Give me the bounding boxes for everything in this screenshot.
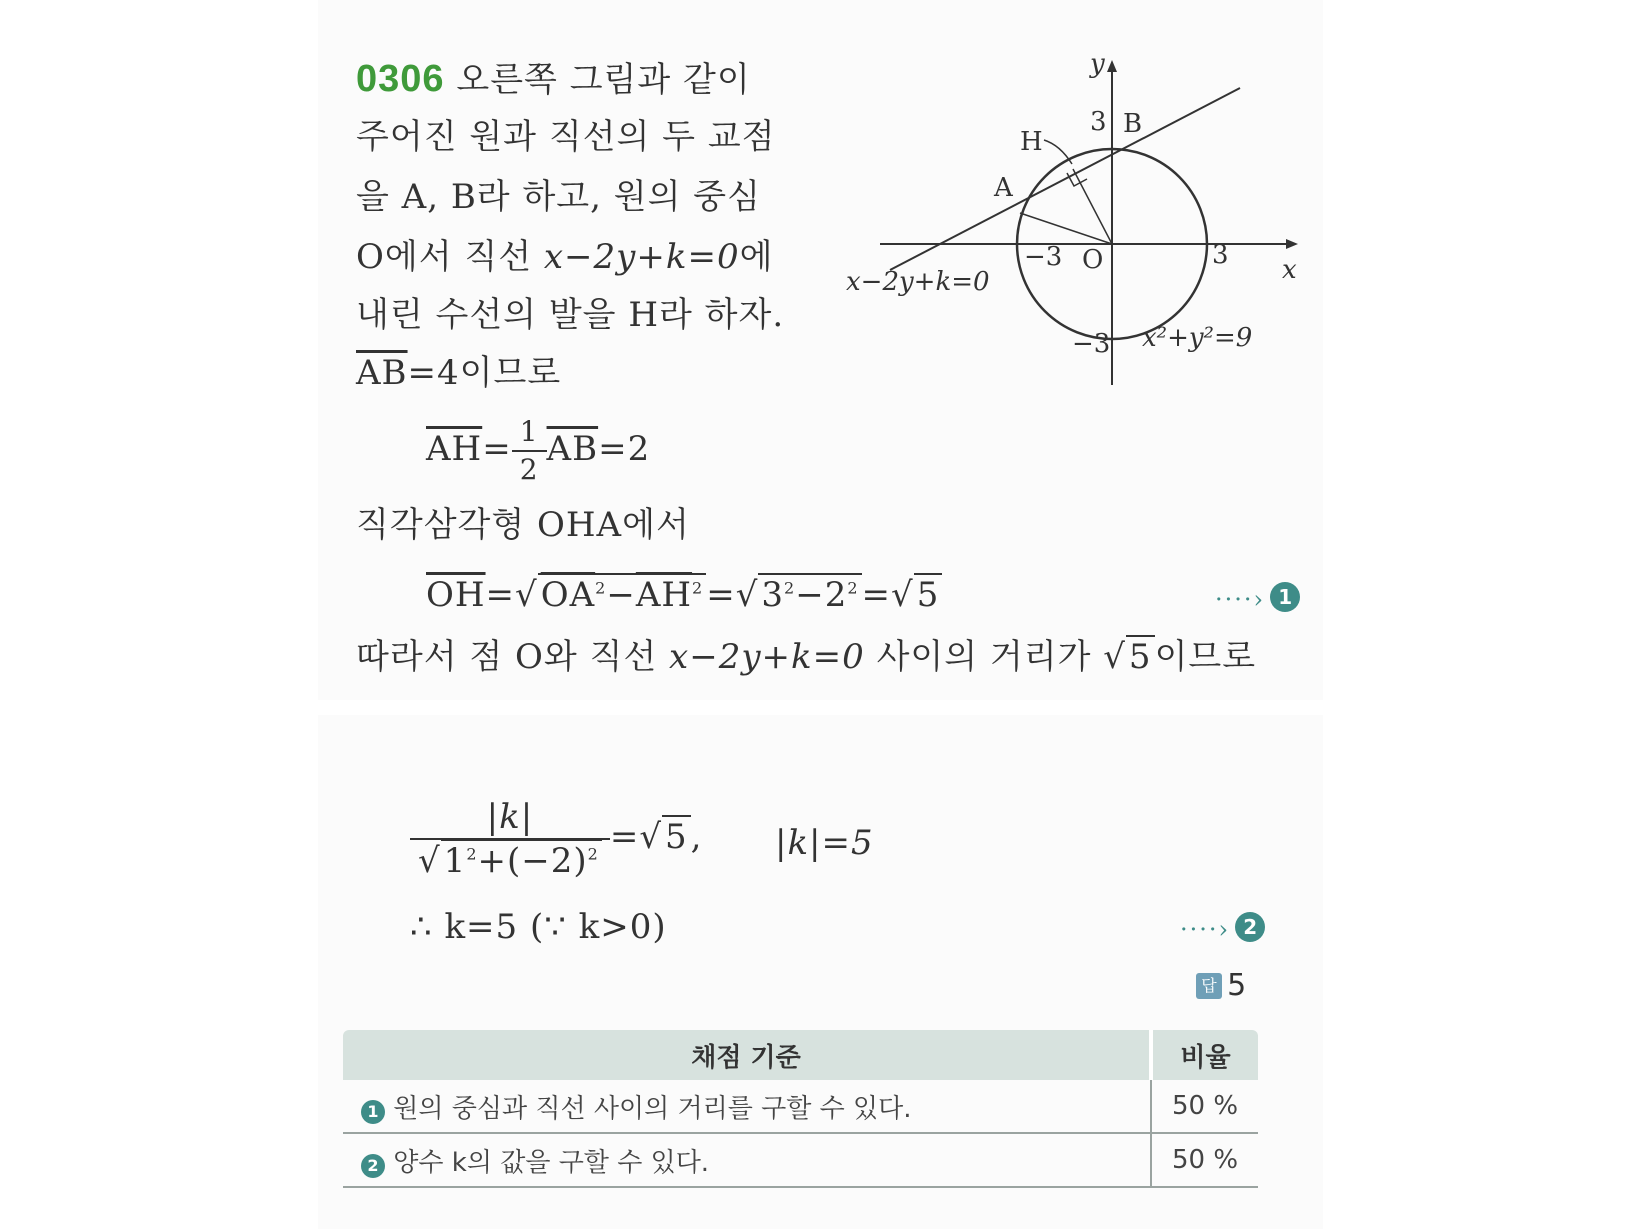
x-axis-label: x [1282,255,1297,285]
problem-number: 0306 [356,58,445,100]
step-1-marker: 1 [1270,582,1300,612]
right-angle-mark [1067,173,1087,186]
problem-line-3: 을 A, B라 하고, 원의 중심 [356,177,761,217]
line [890,88,1240,270]
step-2-marker: 2 [1235,912,1265,942]
abs-k-result: |k|=5 [775,823,874,863]
origin-label: O [1082,245,1104,275]
rubric-marker: 1 [361,1100,385,1124]
distance-line: 따라서 점 O와 직선 x−2y+k=0 사이의 거리가 √5이므로 [356,637,1257,677]
oh-equation: $\overline{OH}=√OA^2-\overline{AH}^2=√3^2-2^2=√5$ [426,578,942,612]
problem-line-1: 0306 오른쪽 그림과 같이 [356,58,751,100]
point-b-label: B [1123,109,1143,139]
tick-m3-bottom: −3 [1072,329,1111,359]
ah-equation: $\overline{AH}=$ $\frac{1}{2}$ $\overline{AB}=2$ [426,415,651,486]
table-row [343,1133,1258,1187]
rubric-ratio-cell: 50 % [1151,1080,1258,1133]
tick-m3-left: −3 [1024,242,1063,272]
answer-value: 5 [1227,968,1247,1003]
rubric-header-criteria: 채점 기준 [343,1030,1151,1080]
line-equation-label: x−2y+k=0 [846,267,990,297]
step-1-indicator: ····› 1 [1215,582,1300,614]
circle-line-figure [820,50,1310,400]
circle-equation-label: x²+y²=9 [1142,323,1253,353]
problem-line-5: 내린 수선의 발을 H라 하자. [356,295,785,335]
answer-badge: 답 [1196,973,1222,999]
rubric-header-ratio: 비율 [1151,1030,1258,1080]
point-a-label: A [994,173,1013,203]
rubric-marker: 2 [361,1154,385,1178]
triangle-line: 직각삼각형 OHA에서 [356,505,690,545]
ab-length-line: $\overline{AB}=4$이므로 [356,353,562,393]
distance-formula: $\frac{|k|}{√1^2+(-2)^2}$ =√5, [410,800,702,878]
rubric-ratio-cell: 50 % [1151,1133,1258,1187]
tick-3-right: 3 [1212,240,1229,270]
problem-line-2: 주어진 원과 직선의 두 교점 [356,117,776,157]
table-row [343,1080,1258,1133]
answer [1196,968,1246,1003]
step-2-indicator: ····› 2 [1180,912,1265,944]
y-axis-label: y [1090,50,1105,79]
tick-3-top: 3 [1090,107,1107,137]
rubric-criteria-cell: 2 양수 k의 값을 구할 수 있다. [343,1133,1151,1187]
problem-line-4: O에서 직선 x−2y+k=0에 [356,237,774,277]
grading-rubric [343,1030,1258,1188]
conclusion: ∴ k=5 (∵ k>0) [410,907,667,947]
rubric-criteria-cell: 1 원의 중심과 직선 사이의 거리를 구할 수 있다. [343,1080,1151,1133]
point-h-label: H [1020,127,1043,157]
